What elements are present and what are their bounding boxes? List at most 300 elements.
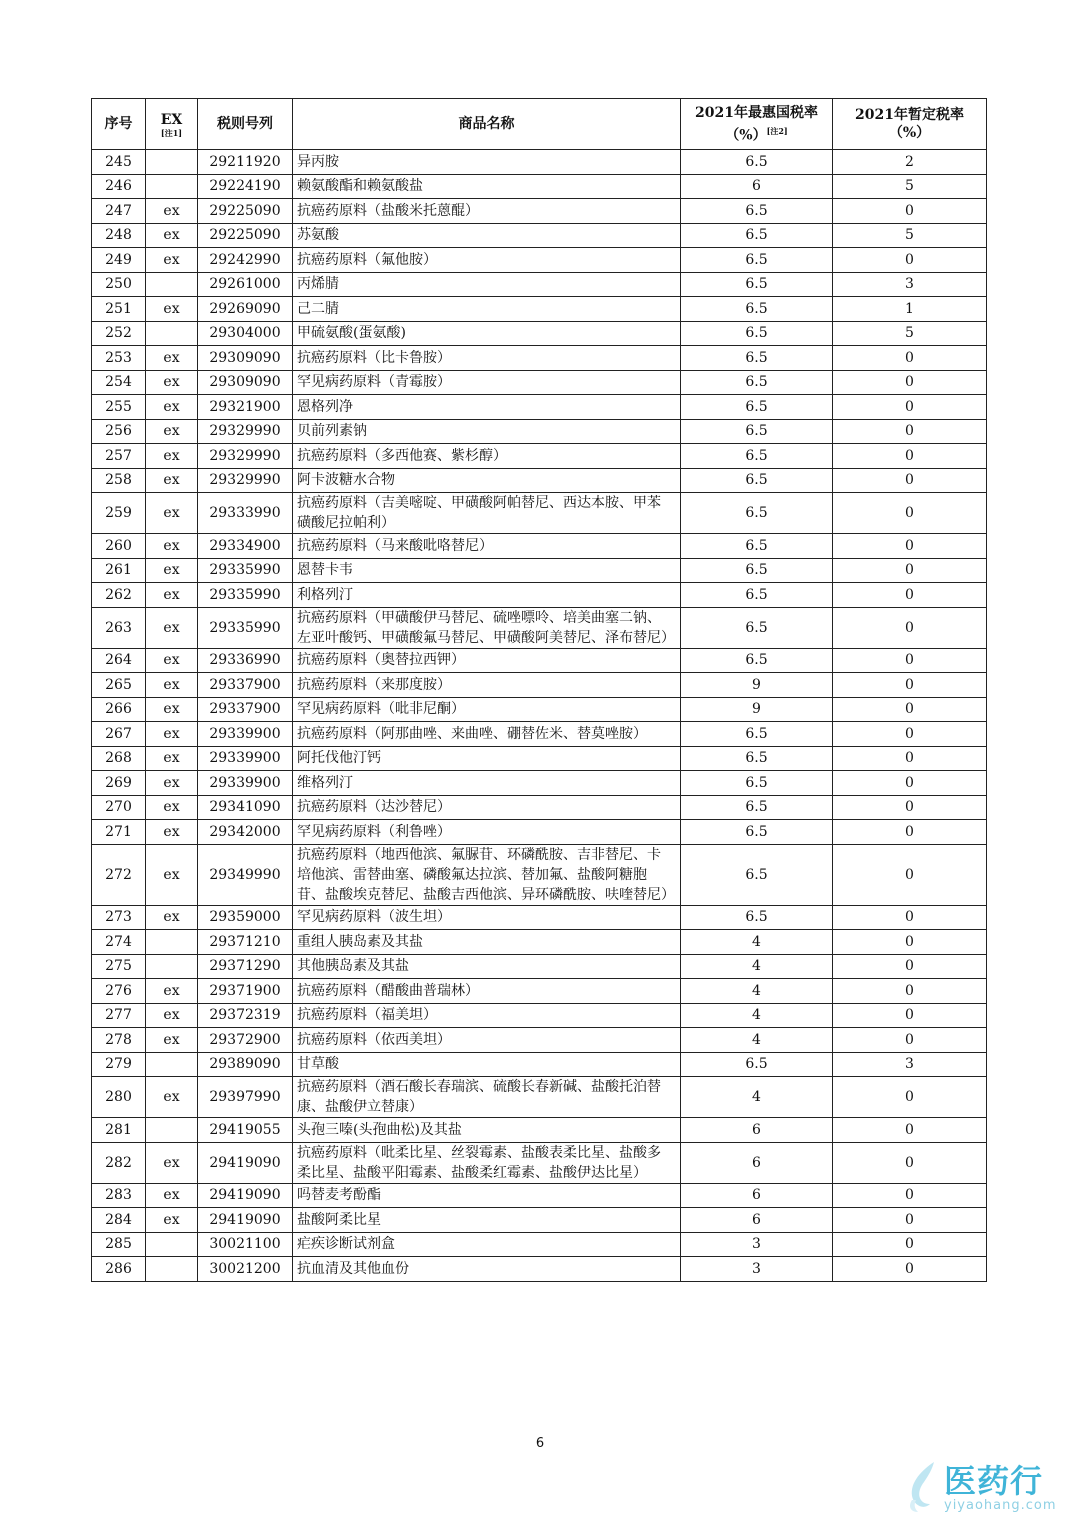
cell-code: 29242990 xyxy=(198,248,293,273)
header-mfn-note: [注2] xyxy=(766,125,788,136)
cell-mfn-rate: 6.5 xyxy=(681,534,833,559)
cell-ex: ex xyxy=(146,648,198,673)
table-row xyxy=(92,820,987,845)
cell-ex: ex xyxy=(146,1028,198,1053)
cell-seq: 248 xyxy=(92,223,146,248)
cell-mfn-rate: 4 xyxy=(681,954,833,979)
cell-temp-rate: 0 xyxy=(833,648,987,673)
cell-ex: ex xyxy=(146,419,198,444)
table-row xyxy=(92,1077,987,1118)
cell-ex: ex xyxy=(146,1077,198,1118)
cell-mfn-rate: 6.5 xyxy=(681,199,833,224)
cell-mfn-rate: 6.5 xyxy=(681,272,833,297)
cell-seq: 253 xyxy=(92,346,146,371)
cell-seq: 254 xyxy=(92,370,146,395)
cell-seq: 257 xyxy=(92,444,146,469)
table-row xyxy=(92,1118,987,1143)
cell-name: 甘草酸 xyxy=(293,1052,681,1077)
cell-code: 29269090 xyxy=(198,297,293,322)
cell-mfn-rate: 6.5 xyxy=(681,444,833,469)
cell-temp-rate: 1 xyxy=(833,297,987,322)
cell-ex xyxy=(146,930,198,955)
cell-mfn-rate: 4 xyxy=(681,930,833,955)
cell-code: 29321900 xyxy=(198,395,293,420)
cell-seq: 279 xyxy=(92,1052,146,1077)
cell-name: 苏氨酸 xyxy=(293,223,681,248)
cell-ex: ex xyxy=(146,844,198,905)
cell-ex xyxy=(146,1257,198,1282)
table-row xyxy=(92,1232,987,1257)
cell-code: 29329990 xyxy=(198,444,293,469)
cell-temp-rate: 0 xyxy=(833,1003,987,1028)
cell-ex: ex xyxy=(146,444,198,469)
cell-code: 29309090 xyxy=(198,370,293,395)
table-row xyxy=(92,648,987,673)
cell-temp-rate: 0 xyxy=(833,746,987,771)
cell-temp-rate: 0 xyxy=(833,697,987,722)
cell-temp-rate: 0 xyxy=(833,346,987,371)
table-row xyxy=(92,199,987,224)
cell-temp-rate: 3 xyxy=(833,272,987,297)
cell-mfn-rate: 6.5 xyxy=(681,223,833,248)
cell-ex xyxy=(146,954,198,979)
cell-name: 抗癌药原料（盐酸米托蒽醌） xyxy=(293,199,681,224)
cell-seq: 250 xyxy=(92,272,146,297)
cell-name: 抗癌药原料（甲磺酸伊马替尼、硫唑嘌呤、培美曲塞二钠、左亚叶酸钙、甲磺酸氟马替尼、甲磺酸阿美替尼、泽布替尼） xyxy=(293,607,681,648)
cell-seq: 251 xyxy=(92,297,146,322)
cell-name: 抗癌药原料（达沙替尼） xyxy=(293,795,681,820)
table-row xyxy=(92,697,987,722)
cell-ex xyxy=(146,321,198,346)
cell-temp-rate: 0 xyxy=(833,395,987,420)
table-row xyxy=(92,673,987,698)
cell-name: 罕见病药原料（利鲁唑） xyxy=(293,820,681,845)
cell-seq: 274 xyxy=(92,930,146,955)
cell-mfn-rate: 6.5 xyxy=(681,771,833,796)
cell-code: 29261000 xyxy=(198,272,293,297)
cell-ex xyxy=(146,1232,198,1257)
cell-code: 29225090 xyxy=(198,223,293,248)
table-row xyxy=(92,272,987,297)
cell-temp-rate: 2 xyxy=(833,150,987,175)
cell-mfn-rate: 4 xyxy=(681,979,833,1004)
cell-seq: 276 xyxy=(92,979,146,1004)
cell-name: 抗癌药原料（来那度胺） xyxy=(293,673,681,698)
cell-code: 29419055 xyxy=(198,1118,293,1143)
cell-ex: ex xyxy=(146,1003,198,1028)
cell-code: 29419090 xyxy=(198,1208,293,1233)
cell-name: 赖氨酸酯和赖氨酸盐 xyxy=(293,174,681,199)
cell-temp-rate: 0 xyxy=(833,199,987,224)
table-row xyxy=(92,905,987,930)
table-row xyxy=(92,1257,987,1282)
table-row xyxy=(92,468,987,493)
cell-code: 29335990 xyxy=(198,558,293,583)
cell-mfn-rate: 6.5 xyxy=(681,722,833,747)
cell-code: 29225090 xyxy=(198,199,293,224)
cell-code: 29389090 xyxy=(198,1052,293,1077)
cell-temp-rate: 0 xyxy=(833,795,987,820)
cell-temp-rate: 0 xyxy=(833,607,987,648)
cell-temp-rate: 0 xyxy=(833,820,987,845)
cell-mfn-rate: 6.5 xyxy=(681,346,833,371)
header-seq: 序号 xyxy=(92,99,146,150)
cell-temp-rate: 0 xyxy=(833,370,987,395)
table-row xyxy=(92,1208,987,1233)
cell-name: 抗癌药原料（依西美坦） xyxy=(293,1028,681,1053)
cell-code: 29372319 xyxy=(198,1003,293,1028)
cell-name: 己二腈 xyxy=(293,297,681,322)
cell-name: 利格列汀 xyxy=(293,583,681,608)
table-row xyxy=(92,771,987,796)
cell-ex: ex xyxy=(146,534,198,559)
cell-code: 29359000 xyxy=(198,905,293,930)
cell-code: 29329990 xyxy=(198,468,293,493)
cell-temp-rate: 0 xyxy=(833,1028,987,1053)
table-row xyxy=(92,558,987,583)
cell-mfn-rate: 6.5 xyxy=(681,248,833,273)
cell-seq: 249 xyxy=(92,248,146,273)
cell-name: 抗癌药原料（比卡鲁胺） xyxy=(293,346,681,371)
cell-temp-rate: 0 xyxy=(833,1257,987,1282)
cell-ex: ex xyxy=(146,673,198,698)
table-row xyxy=(92,223,987,248)
cell-seq: 272 xyxy=(92,844,146,905)
watermark-logo xyxy=(904,1456,1074,1518)
cell-name: 维格列汀 xyxy=(293,771,681,796)
cell-mfn-rate: 6.5 xyxy=(681,370,833,395)
cell-ex xyxy=(146,1118,198,1143)
cell-name: 抗癌药原料（氟他胺） xyxy=(293,248,681,273)
cell-name: 抗癌药原料（阿那曲唑、来曲唑、硼替佐米、替莫唑胺） xyxy=(293,722,681,747)
cell-temp-rate: 0 xyxy=(833,954,987,979)
cell-temp-rate: 0 xyxy=(833,722,987,747)
table-row xyxy=(92,444,987,469)
cell-seq: 282 xyxy=(92,1142,146,1183)
cell-code: 29337900 xyxy=(198,673,293,698)
cell-seq: 285 xyxy=(92,1232,146,1257)
cell-mfn-rate: 3 xyxy=(681,1257,833,1282)
cell-seq: 281 xyxy=(92,1118,146,1143)
cell-temp-rate: 0 xyxy=(833,493,987,534)
cell-ex: ex xyxy=(146,697,198,722)
cell-seq: 280 xyxy=(92,1077,146,1118)
table-row xyxy=(92,1142,987,1183)
cell-name: 恩格列净 xyxy=(293,395,681,420)
table-row xyxy=(92,297,987,322)
watermark-url: yiyaohang.com xyxy=(944,1498,1057,1513)
table-row xyxy=(92,844,987,905)
cell-seq: 263 xyxy=(92,607,146,648)
table-row xyxy=(92,534,987,559)
header-temp-line1: 2021年暂定税率 xyxy=(855,107,964,123)
header-mfn-rate xyxy=(681,99,833,150)
cell-ex: ex xyxy=(146,493,198,534)
header-name: 商品名称 xyxy=(293,99,681,150)
cell-code: 30021200 xyxy=(198,1257,293,1282)
cell-mfn-rate: 6 xyxy=(681,174,833,199)
cell-name: 甲硫氨酸(蛋氨酸) xyxy=(293,321,681,346)
cell-ex xyxy=(146,174,198,199)
cell-temp-rate: 0 xyxy=(833,444,987,469)
cell-temp-rate: 0 xyxy=(833,1077,987,1118)
cell-ex: ex xyxy=(146,297,198,322)
cell-mfn-rate: 9 xyxy=(681,673,833,698)
cell-ex: ex xyxy=(146,199,198,224)
cell-temp-rate: 0 xyxy=(833,673,987,698)
cell-mfn-rate: 3 xyxy=(681,1232,833,1257)
table-row xyxy=(92,1028,987,1053)
cell-mfn-rate: 6.5 xyxy=(681,746,833,771)
table-row xyxy=(92,954,987,979)
cell-code: 29335990 xyxy=(198,583,293,608)
cell-code: 29339900 xyxy=(198,771,293,796)
table-row xyxy=(92,248,987,273)
table-row xyxy=(92,1183,987,1208)
cell-mfn-rate: 4 xyxy=(681,1003,833,1028)
cell-mfn-rate: 6.5 xyxy=(681,583,833,608)
cell-name: 罕见病药原料（吡非尼酮） xyxy=(293,697,681,722)
cell-seq: 268 xyxy=(92,746,146,771)
cell-seq: 245 xyxy=(92,150,146,175)
cell-ex: ex xyxy=(146,1208,198,1233)
cell-code: 29342000 xyxy=(198,820,293,845)
table-row xyxy=(92,419,987,444)
table-row xyxy=(92,746,987,771)
table-body xyxy=(92,150,987,1282)
cell-ex: ex xyxy=(146,558,198,583)
cell-code: 30021100 xyxy=(198,1232,293,1257)
header-mfn-line2: （%） xyxy=(725,127,767,144)
table-row xyxy=(92,1003,987,1028)
cell-ex: ex xyxy=(146,905,198,930)
cell-temp-rate: 0 xyxy=(833,1118,987,1143)
cell-mfn-rate: 6 xyxy=(681,1142,833,1183)
cell-mfn-rate: 6.5 xyxy=(681,150,833,175)
cell-mfn-rate: 6.5 xyxy=(681,558,833,583)
cell-name: 异丙胺 xyxy=(293,150,681,175)
cell-mfn-rate: 6.5 xyxy=(681,321,833,346)
cell-mfn-rate: 9 xyxy=(681,697,833,722)
cell-code: 29339900 xyxy=(198,746,293,771)
cell-name: 抗癌药原料（马来酸吡咯替尼） xyxy=(293,534,681,559)
cell-seq: 269 xyxy=(92,771,146,796)
cell-name: 阿托伐他汀钙 xyxy=(293,746,681,771)
table-row xyxy=(92,493,987,534)
cell-ex: ex xyxy=(146,746,198,771)
header-code: 税则号列 xyxy=(198,99,293,150)
cell-name: 抗癌药原料（吉美嘧啶、甲磺酸阿帕替尼、西达本胺、甲苯磺酸尼拉帕利） xyxy=(293,493,681,534)
cell-code: 29329990 xyxy=(198,419,293,444)
cell-seq: 252 xyxy=(92,321,146,346)
cell-code: 29309090 xyxy=(198,346,293,371)
cell-mfn-rate: 6.5 xyxy=(681,795,833,820)
cell-seq: 286 xyxy=(92,1257,146,1282)
cell-mfn-rate: 6.5 xyxy=(681,493,833,534)
cell-seq: 258 xyxy=(92,468,146,493)
cell-mfn-rate: 6.5 xyxy=(681,468,833,493)
tariff-table xyxy=(91,98,987,1282)
cell-ex: ex xyxy=(146,1142,198,1183)
cell-temp-rate: 5 xyxy=(833,321,987,346)
cell-mfn-rate: 6.5 xyxy=(681,844,833,905)
cell-seq: 262 xyxy=(92,583,146,608)
cell-ex: ex xyxy=(146,979,198,1004)
cell-ex xyxy=(146,272,198,297)
cell-code: 29397990 xyxy=(198,1077,293,1118)
table-row xyxy=(92,722,987,747)
cell-code: 29372900 xyxy=(198,1028,293,1053)
cell-name: 丙烯腈 xyxy=(293,272,681,297)
cell-temp-rate: 0 xyxy=(833,468,987,493)
table-row xyxy=(92,346,987,371)
cell-temp-rate: 0 xyxy=(833,1232,987,1257)
cell-seq: 275 xyxy=(92,954,146,979)
leaf-icon xyxy=(904,1460,942,1514)
cell-name: 抗癌药原料（地西他滨、氟脲苷、环磷酰胺、吉非替尼、卡培他滨、雷替曲塞、磷酸氟达拉滨、替加氟、盐酸阿糖胞苷、盐酸埃克替尼、盐酸吉西他滨、异环磷酰胺、呋喹替尼） xyxy=(293,844,681,905)
cell-seq: 270 xyxy=(92,795,146,820)
cell-code: 29339900 xyxy=(198,722,293,747)
cell-temp-rate: 0 xyxy=(833,1142,987,1183)
cell-ex: ex xyxy=(146,607,198,648)
cell-ex: ex xyxy=(146,468,198,493)
cell-temp-rate: 3 xyxy=(833,1052,987,1077)
cell-mfn-rate: 6.5 xyxy=(681,648,833,673)
cell-name: 贝前列素钠 xyxy=(293,419,681,444)
cell-code: 29341090 xyxy=(198,795,293,820)
cell-mfn-rate: 6.5 xyxy=(681,297,833,322)
cell-seq: 273 xyxy=(92,905,146,930)
cell-code: 29337900 xyxy=(198,697,293,722)
table-row xyxy=(92,607,987,648)
table-row xyxy=(92,1052,987,1077)
header-ex xyxy=(146,99,198,150)
cell-name: 盐酸阿柔比星 xyxy=(293,1208,681,1233)
cell-code: 29224190 xyxy=(198,174,293,199)
cell-seq: 277 xyxy=(92,1003,146,1028)
cell-ex: ex xyxy=(146,795,198,820)
cell-temp-rate: 0 xyxy=(833,930,987,955)
cell-seq: 284 xyxy=(92,1208,146,1233)
cell-temp-rate: 0 xyxy=(833,844,987,905)
cell-mfn-rate: 6 xyxy=(681,1183,833,1208)
cell-seq: 256 xyxy=(92,419,146,444)
cell-temp-rate: 0 xyxy=(833,419,987,444)
table-row xyxy=(92,370,987,395)
cell-name: 抗血清及其他血份 xyxy=(293,1257,681,1282)
table-row xyxy=(92,979,987,1004)
table-row xyxy=(92,583,987,608)
cell-temp-rate: 0 xyxy=(833,979,987,1004)
cell-mfn-rate: 6.5 xyxy=(681,419,833,444)
cell-ex: ex xyxy=(146,395,198,420)
cell-mfn-rate: 6.5 xyxy=(681,1052,833,1077)
cell-seq: 246 xyxy=(92,174,146,199)
cell-name: 疟疾诊断试剂盒 xyxy=(293,1232,681,1257)
cell-seq: 261 xyxy=(92,558,146,583)
cell-seq: 283 xyxy=(92,1183,146,1208)
table-row xyxy=(92,321,987,346)
cell-temp-rate: 0 xyxy=(833,248,987,273)
table-row xyxy=(92,174,987,199)
cell-ex: ex xyxy=(146,771,198,796)
cell-temp-rate: 0 xyxy=(833,1183,987,1208)
header-mfn-line1: 2021年最惠国税率 xyxy=(695,104,818,121)
cell-temp-rate: 0 xyxy=(833,771,987,796)
cell-mfn-rate: 6 xyxy=(681,1208,833,1233)
cell-seq: 259 xyxy=(92,493,146,534)
table-row xyxy=(92,395,987,420)
cell-ex xyxy=(146,150,198,175)
cell-seq: 266 xyxy=(92,697,146,722)
cell-mfn-rate: 4 xyxy=(681,1077,833,1118)
cell-name: 抗癌药原料（多西他赛、紫杉醇） xyxy=(293,444,681,469)
cell-mfn-rate: 6.5 xyxy=(681,905,833,930)
table-row xyxy=(92,795,987,820)
cell-ex: ex xyxy=(146,820,198,845)
cell-name: 阿卡波糖水合物 xyxy=(293,468,681,493)
cell-code: 29349990 xyxy=(198,844,293,905)
cell-seq: 267 xyxy=(92,722,146,747)
cell-seq: 271 xyxy=(92,820,146,845)
watermark-title: 医药行 xyxy=(944,1462,1044,1500)
cell-name: 罕见病药原料（波生坦） xyxy=(293,905,681,930)
cell-code: 29336990 xyxy=(198,648,293,673)
cell-seq: 255 xyxy=(92,395,146,420)
cell-name: 抗癌药原料（吡柔比星、丝裂霉素、盐酸表柔比星、盐酸多柔比星、盐酸平阳霉素、盐酸柔红霉素、盐酸伊达比星） xyxy=(293,1142,681,1183)
cell-mfn-rate: 6.5 xyxy=(681,820,833,845)
page-number: 6 xyxy=(535,1436,545,1451)
cell-code: 29333990 xyxy=(198,493,293,534)
cell-code: 29371210 xyxy=(198,930,293,955)
table-header-row xyxy=(92,99,987,150)
header-ex-label: EX xyxy=(160,111,183,128)
cell-seq: 247 xyxy=(92,199,146,224)
cell-ex: ex xyxy=(146,223,198,248)
cell-ex: ex xyxy=(146,583,198,608)
cell-code: 29211920 xyxy=(198,150,293,175)
cell-code: 29334900 xyxy=(198,534,293,559)
cell-mfn-rate: 4 xyxy=(681,1028,833,1053)
cell-name: 吗替麦考酚酯 xyxy=(293,1183,681,1208)
cell-temp-rate: 0 xyxy=(833,558,987,583)
cell-code: 29419090 xyxy=(198,1183,293,1208)
header-temp-line2: （%） xyxy=(888,125,931,141)
cell-temp-rate: 0 xyxy=(833,905,987,930)
cell-ex: ex xyxy=(146,346,198,371)
table-row xyxy=(92,150,987,175)
cell-temp-rate: 0 xyxy=(833,583,987,608)
cell-ex: ex xyxy=(146,248,198,273)
cell-temp-rate: 0 xyxy=(833,534,987,559)
cell-name: 抗癌药原料（醋酸曲普瑞林） xyxy=(293,979,681,1004)
cell-name: 其他胰岛素及其盐 xyxy=(293,954,681,979)
cell-temp-rate: 5 xyxy=(833,223,987,248)
cell-name: 恩替卡韦 xyxy=(293,558,681,583)
cell-name: 罕见病药原料（青霉胺） xyxy=(293,370,681,395)
cell-seq: 264 xyxy=(92,648,146,673)
cell-name: 抗癌药原料（福美坦） xyxy=(293,1003,681,1028)
cell-mfn-rate: 6.5 xyxy=(681,607,833,648)
cell-name: 头孢三嗪(头孢曲松)及其盐 xyxy=(293,1118,681,1143)
header-temp-rate xyxy=(833,99,987,150)
cell-name: 抗癌药原料（酒石酸长春瑞滨、硫酸长春新碱、盐酸托泊替康、盐酸伊立替康） xyxy=(293,1077,681,1118)
header-ex-note: [注1] xyxy=(160,127,183,138)
cell-seq: 260 xyxy=(92,534,146,559)
cell-code: 29335990 xyxy=(198,607,293,648)
cell-name: 重组人胰岛素及其盐 xyxy=(293,930,681,955)
table-row xyxy=(92,930,987,955)
